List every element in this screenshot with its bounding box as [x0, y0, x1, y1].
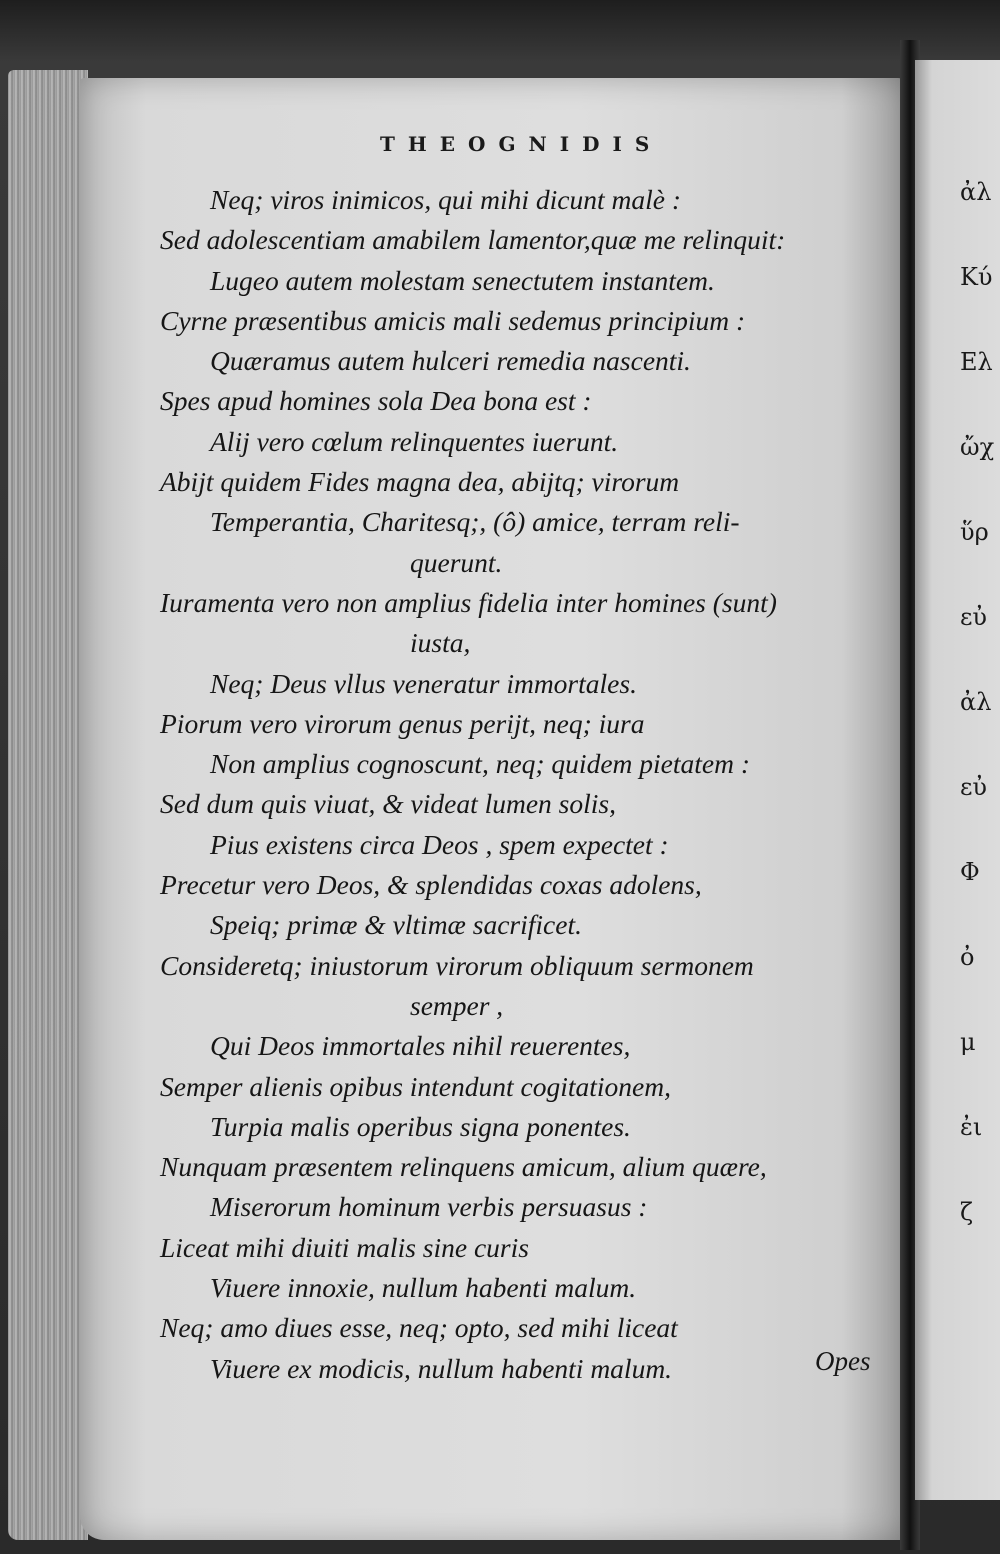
verse-line: Precetur vero Deos, & splendidas coxas adolens, [160, 869, 702, 901]
verse-line: Nunquam præsentem relinquens amicum, alium quære, [160, 1151, 767, 1183]
greek-fragment: ζ [960, 1198, 974, 1226]
facing-page-greek-fragments [960, 180, 1000, 1285]
greek-fragment: εὐ [960, 773, 988, 801]
verse-line: Quæramus autem hulceri remedia nascenti. [210, 345, 691, 377]
greek-fragment: ἀλ [960, 180, 992, 206]
greek-fragment: Ελ [960, 348, 993, 376]
greek-fragment: ὀ [960, 943, 975, 971]
verse-line: Sed adolescentiam amabilem lamentor,quæ me relinquit: [160, 224, 786, 256]
greek-fragment: ὤχ [960, 433, 995, 461]
verse-line: Miserorum hominum verbis persuasus : [210, 1191, 648, 1223]
verse-line: Pius existens circa Deos , spem expectet : [210, 828, 669, 860]
verse-line: querunt. [410, 546, 503, 578]
running-head: THEOGNIDIS [380, 132, 663, 156]
verse-line: Neq; amo diues esse, neq; opto, sed mihi liceat [160, 1312, 678, 1344]
verse-line: iusta, [410, 627, 471, 659]
page-edges [8, 70, 88, 1540]
verse-line: Viuere innoxie, nullum habenti malum. [210, 1272, 637, 1304]
catchword: Opes [815, 1346, 871, 1376]
greek-fragment: Κύ [960, 263, 993, 291]
verse-line: Speiq; primæ & vltimæ sacrificet. [210, 909, 582, 941]
verse-line: Cyrne præsentibus amicis mali sedemus principium : [160, 304, 746, 336]
verse-line: Viuere ex modicis, nullum habenti malum. [210, 1352, 673, 1384]
verse-line: Abijt quidem Fides magna dea, abijtq; virorum [160, 466, 680, 498]
verse-line: Lugeo autem molestam senectutem instantem. [210, 264, 715, 296]
verse-line: Neq; Deus vllus veneratur immortales. [210, 667, 637, 699]
verse-line: Spes apud homines sola Dea bona est : [160, 385, 592, 417]
verse-line: Alij vero cœlum relinquentes iuerunt. [210, 425, 619, 457]
verse-line: Consideretq; iniustorum virorum obliquum sermonem [160, 949, 754, 981]
greek-fragment: ὕρ [960, 518, 989, 546]
verse-text-block [160, 180, 860, 1389]
greek-fragment: μ [960, 1028, 976, 1056]
verse-line: Liceat mihi diuiti malis sine curis [160, 1231, 529, 1263]
greek-fragment: εὐ [960, 603, 988, 631]
greek-fragment: Φ [960, 858, 980, 886]
greek-fragment: ἐι [960, 1113, 983, 1141]
verse-line: Iuramenta vero non amplius fidelia inter homines (sunt) [160, 586, 777, 618]
greek-fragment: ἀλ [960, 688, 992, 716]
verse-line: Non amplius cognoscunt, neq; quidem pietatem : [210, 748, 750, 780]
verse-line: Turpia malis operibus signa ponentes. [210, 1110, 631, 1142]
verse-line: Sed dum quis viuat, & videat lumen solis, [160, 788, 616, 820]
verse-line: Neq; viros inimicos, qui mihi dicunt malè : [210, 184, 682, 215]
verse-line: Qui Deos immortales nihil reuerentes, [210, 1030, 631, 1062]
verse-line: Semper alienis opibus intendunt cogitationem, [160, 1070, 671, 1102]
verse-line: semper , [410, 989, 504, 1021]
verse-line: Piorum vero virorum genus perijt, neq; iura [160, 707, 645, 739]
verse-line: Temperantia, Charitesq;, (ô) amice, terram reli- [210, 506, 740, 538]
